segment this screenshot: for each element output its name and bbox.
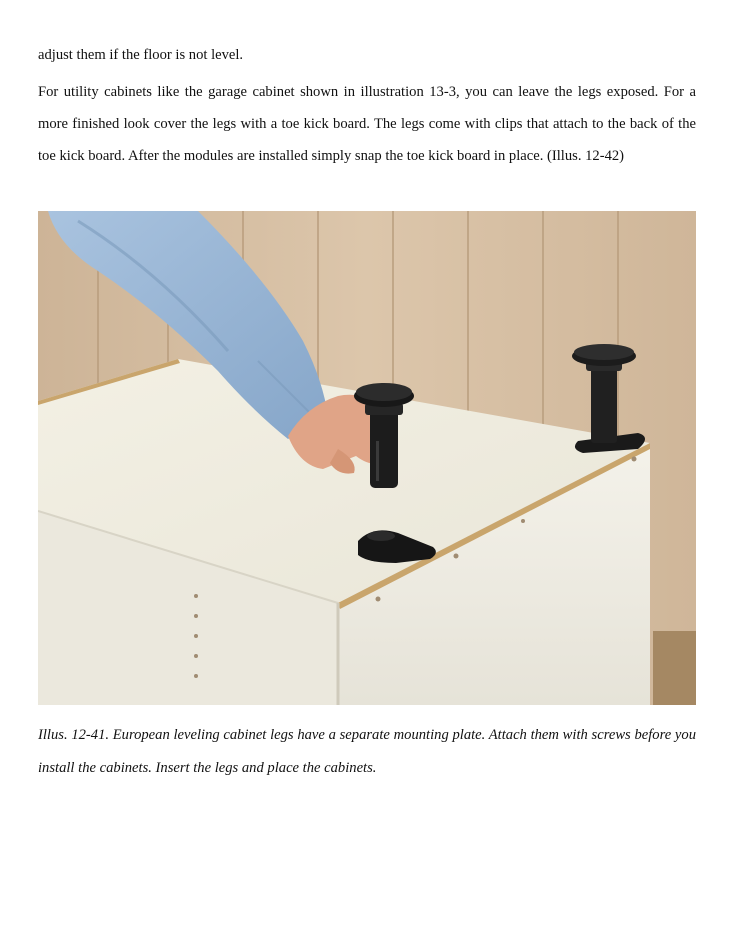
figure-caption: Illus. 12-41. European leveling cabinet legs have a separate mounting plate. Attach them with screws before you install the cabinets. Insert the legs and place the cabinets.: [38, 727, 696, 776]
body-paragraph: For utility cabinets like the garage cabinet shown in illustration 13-3, you can leave the legs exposed. For a more finished look cover the legs with a toe kick board. The legs come with clips that attach to the back of the toe kick board. After the modules are installed simply snap the toe kick board in place. (Illus. 12-42): [38, 84, 696, 165]
cabinet-legs-photo: [38, 211, 696, 705]
paragraph-continuation: adjust them if the floor is not level.: [38, 47, 244, 63]
